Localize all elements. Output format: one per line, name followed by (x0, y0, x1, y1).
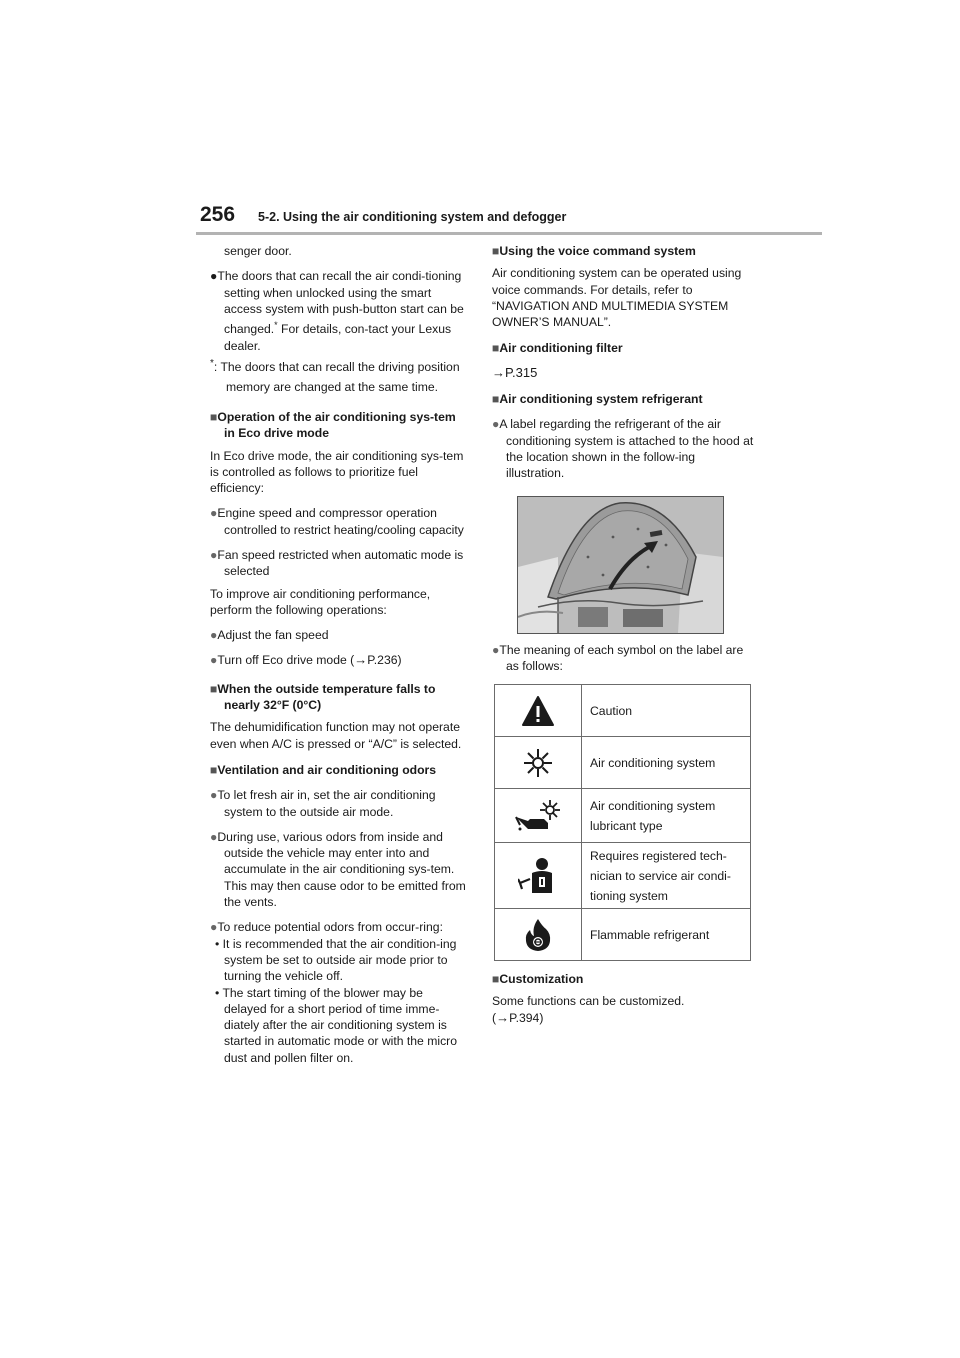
table-row (495, 843, 751, 909)
eco-bullet-2: ●Fan speed restricted when automatic mode is selected (210, 547, 464, 579)
circle-bullet-icon: ● (210, 269, 218, 284)
dot-bullet-icon: • (215, 936, 220, 951)
circle-bullet-icon: ● (210, 628, 218, 643)
customization-ref: (→P.394) (492, 1009, 544, 1025)
customization-heading: ■Customization (492, 972, 584, 987)
oil-can-snowflake-icon (514, 799, 562, 833)
page-ref-link[interactable]: P.394) (509, 1010, 544, 1025)
arrow-icon: → (496, 1009, 510, 1025)
symbol-icon-cell (495, 737, 582, 789)
square-bullet-icon: ■ (492, 392, 500, 407)
table-row (495, 737, 751, 789)
eco-bullet-1: ●Engine speed and compressor operation controlled to restrict heating/cooling capacity (210, 506, 464, 537)
open-hood-image (518, 497, 723, 633)
table-row (495, 909, 751, 961)
circle-bullet-icon: ● (210, 920, 218, 935)
symbol-table (494, 684, 751, 961)
meaning-bullet: ●The meaning of each symbol on the label are as follows: (492, 642, 744, 673)
refrigerant-heading: ■Air conditioning system refrigerant (492, 392, 703, 407)
eco-intro: In Eco drive mode, the air conditioning sys-tem is controlled as follows to prioritize fuel efficiency: (210, 448, 464, 496)
circle-bullet-icon: ● (210, 829, 218, 844)
vent-bullet-2: ●During use, various odors from inside and outside the vehicle may enter into and accumulate in the air conditioning sys-tem. This may then cause odor to be emitted from the vents. (210, 829, 466, 910)
page-ref-link[interactable]: P.236) (367, 653, 402, 668)
hood-label-illustration (517, 496, 724, 634)
circle-bullet-icon: ● (492, 417, 500, 432)
temp-heading: ■When the outside temperature falls to nearly 32°F (0°C) (210, 681, 436, 713)
table-row (495, 789, 751, 843)
filter-ref (492, 365, 754, 381)
square-bullet-icon: ■ (492, 244, 500, 258)
vent-bullet-1: ●To let fresh air in, set the air conditioning system to the outside air mode. (210, 788, 436, 819)
symbol-text: Air conditioning system (582, 737, 751, 789)
refrigerant-bullet: ●A label regarding the refrigerant of the air conditioning system is attached to the hood at the location shown in the follow-ing illustration. (492, 417, 754, 481)
filter-heading: ■Air conditioning filter (492, 341, 623, 356)
symbol-text: Air conditioning system lubricant type (582, 789, 751, 843)
circle-bullet-icon: ● (210, 547, 218, 562)
symbol-icon-cell (495, 843, 582, 909)
vent-heading: ■Ventilation and air conditioning odors (210, 762, 437, 777)
circle-bullet-icon: ● (210, 788, 218, 803)
symbol-text: Flammable refrigerant (582, 909, 751, 961)
square-bullet-icon: ■ (492, 341, 500, 356)
table-row (495, 685, 751, 737)
vent-sub-2: • The start timing of the blower may be delayed for a short period of time imme-diately after the air conditioning system is started in automatic mode or with the micro dust and pollen filter on. (215, 985, 458, 1065)
technician-icon (518, 857, 558, 895)
square-bullet-icon: ■ (492, 972, 500, 987)
customization-text: Some functions can be customized. (492, 994, 685, 1009)
symbol-icon-cell (495, 789, 582, 843)
arrow-icon: → (354, 652, 368, 668)
symbol-icon-cell (495, 909, 582, 961)
vent-sub-1: • It is recommended that the air condition-ing system be set to outside air mode prior to turning the vehicle off. (215, 936, 457, 984)
symbol-text: Requires registered tech-nician to service air condi-tioning system (582, 843, 751, 909)
page-number: 256 (200, 203, 236, 226)
dot-bullet-icon: • (215, 985, 220, 1000)
temp-text: The dehumidification function may not operate even when A/C is pressed or “A/C” is selected. (210, 720, 462, 751)
right-column (492, 243, 754, 1026)
left-column (210, 243, 468, 1066)
arrow-icon: → (492, 364, 505, 380)
continued-text: senger door. (224, 244, 292, 258)
vent-bullet-3: ●To reduce potential odors from occur-ring: (210, 920, 443, 935)
flame-icon (524, 918, 552, 952)
square-bullet-icon: ■ (210, 681, 218, 696)
page-ref-link[interactable]: P.315 (505, 364, 538, 380)
improve-bullet-1: ●Adjust the fan speed (210, 628, 329, 643)
symbol-icon-cell (495, 685, 582, 737)
circle-bullet-icon: ● (210, 506, 218, 521)
snowflake-icon (523, 748, 553, 778)
doors-recall-bullet: ●The doors that can recall the air condi-tioning setting when unlocked using the smart access system with push-button start can be changed.* For details, con-tact your Lexus dealer. (210, 269, 464, 353)
circle-bullet-icon: ● (210, 653, 218, 668)
symbol-text: Caution (582, 685, 751, 737)
circle-bullet-icon: ● (492, 642, 500, 657)
section-title: 5-2. Using the air conditioning system and defogger (258, 210, 567, 224)
header-rule (196, 232, 822, 235)
caution-triangle-icon (521, 695, 555, 727)
voice-heading: ■Using the voice command system (492, 244, 696, 258)
eco-heading: ■Operation of the air conditioning sys-tem in Eco drive mode (210, 409, 456, 441)
improve-bullet-2: ●Turn off Eco drive mode (→P.236) (210, 652, 402, 668)
square-bullet-icon: ■ (210, 409, 218, 424)
square-bullet-icon: ■ (210, 762, 218, 777)
footnote: *: The doors that can recall the driving position memory are changed at the same time. (210, 357, 460, 394)
improve-intro: To improve air conditioning performance, perform the following operations: (210, 586, 431, 617)
voice-text: Air conditioning system can be operated using voice commands. For details, refer to “NAVIGATION AND MULTIMEDIA SYSTEM OWNER’S MANUAL”. (492, 266, 742, 330)
